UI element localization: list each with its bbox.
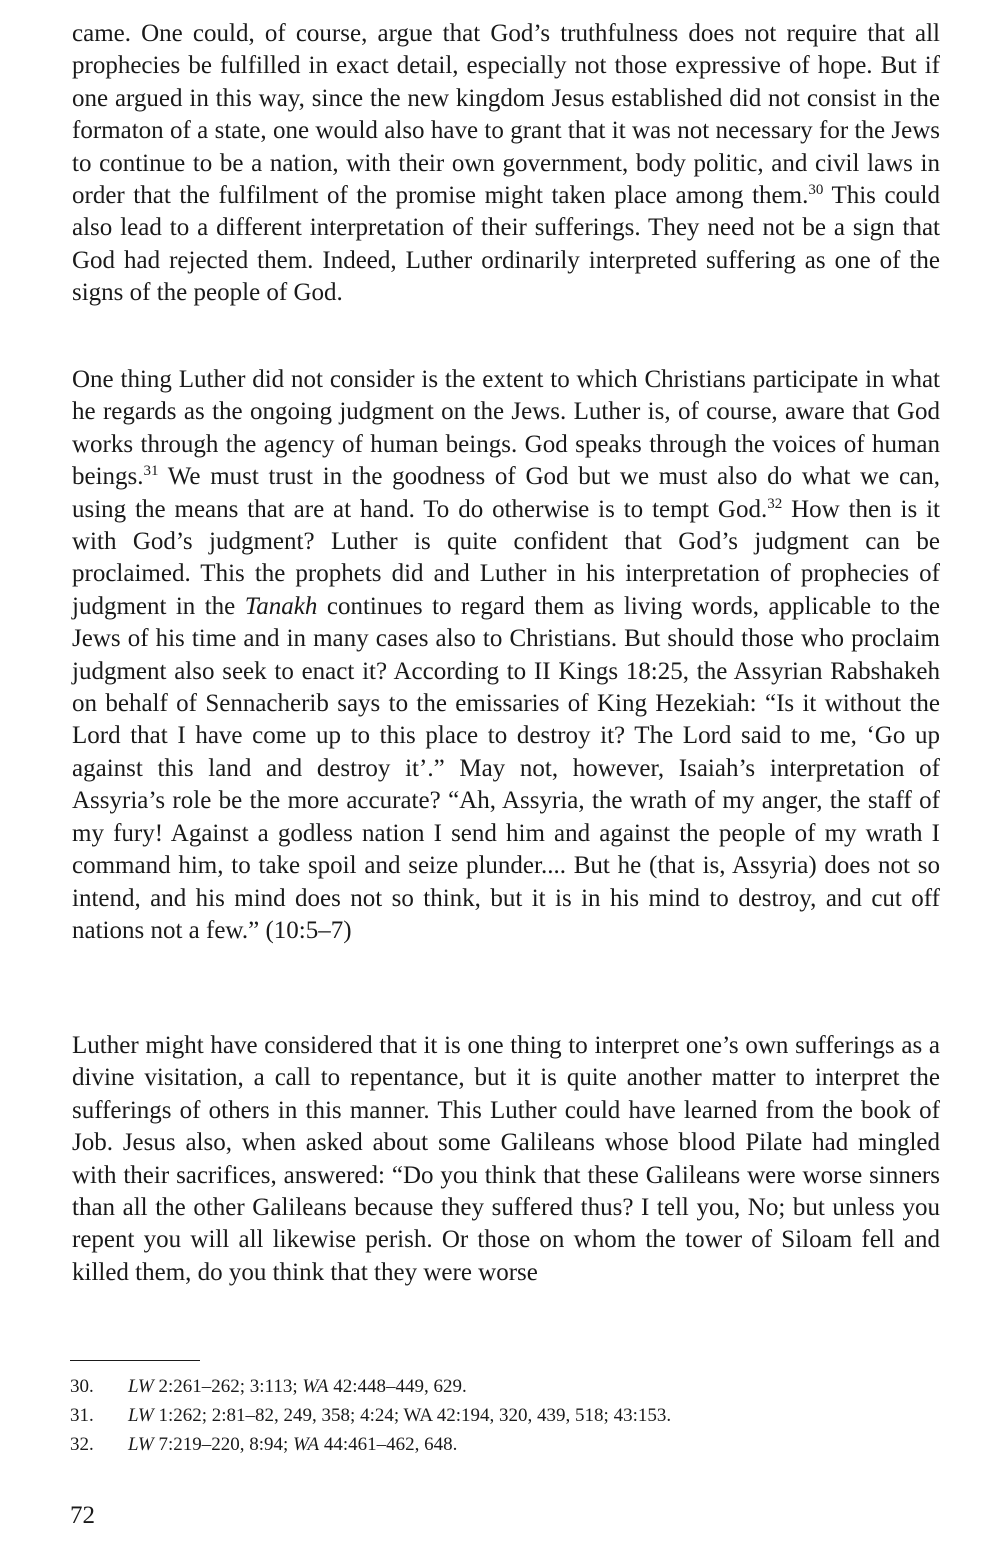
- italic-text: LW: [128, 1405, 154, 1426]
- footnote-32: [70, 1430, 930, 1459]
- italic-text: Tanakh: [244, 592, 318, 620]
- footnote-30: [70, 1372, 930, 1401]
- page-number: 72: [70, 1502, 95, 1529]
- italic-text: LW: [128, 1376, 154, 1397]
- footnote-number: 31.: [70, 1405, 94, 1426]
- footnotes: [70, 1372, 930, 1459]
- paragraph-3: Luther might have considered that it is one thing to interpret one’s own sufferings as a divine visitation, a call to repentance, but it is quite another matter to interpret the sufferings of others in this manner. This Luther could have learned from the book of Job. Jesus also, when asked about some Galileans whose blood Pilate had mingled with their sacrifices, answered: “Do you think that these Galileans were worse sinners than all the other Galileans because they suffered thus? I tell you, No; but unless you repent you will all likewise perish. Or those on whom the tower of Siloam fell and killed them, do you think that they were worse: [72, 1032, 940, 1286]
- footnote-text: LW 1:262; 2:81–82, 249, 358; 4:24; WA 42:194, 320, 439, 518; 43:153.: [128, 1405, 672, 1426]
- footnote-text: LW 2:261–262; 3:113; WA 42:448–449, 629.: [128, 1376, 467, 1397]
- italic-text: WA: [293, 1434, 320, 1455]
- italic-text: WA: [302, 1376, 329, 1397]
- footnote-number: 30.: [70, 1376, 94, 1397]
- footnote-ref: 32: [767, 495, 783, 512]
- footnote-ref: 30: [808, 182, 824, 199]
- footnote-text: LW 7:219–220, 8:94; WA 44:461–462, 648.: [128, 1434, 458, 1455]
- footnote-number: 32.: [70, 1434, 94, 1455]
- paragraph-2: One thing Luther did not consider is the extent to which Christians participate in what he regards as the ongoing judgment on the Jews. Luther is, of course, aware that God works through the agency of human beings. God speaks through the voices of human beings.$^{31}$ We must trust in the goodness of God but we must also do what we can, using the means that are at hand. To do otherwise is to tempt God.$^{32}$ How then is it with God’s judgment? Luther is quite confident that God’s judgment can be proclaimed. This the prophets did and Luther in his interpretation of prophecies of judgment in the Tanakh continues to regard them as living words, applicable to the Jews of his time and in many cases also to Christians. But should those who proclaim judgment also seek to enact it? According to II Kings 18:25, the Assyrian Rabshakeh on behalf of Sennacherib says to the emissaries of King Hezekiah: “Is it without the Lord that I have come up to this place to destroy it? The Lord said to me, ‘Go up against this land and destroy it’.” May not, however, Isaiah’s interpretation of Assyria’s role be the more accurate? “Ah, Assyria, the wrath of my anger, the staff of my fury! Against a godless nation I send him and against the people of my wrath I command him, to take spoil and seize plunder.... But he (that is, Assyria) does not so intend, and his mind does not so think, but it is in his mind to destroy, and cut off nations not a few.” (10:5–7): [72, 366, 941, 944]
- footnote-ref: 31: [143, 463, 159, 480]
- paragraph-1: came. One could, of course, argue that God’s truthfulness does not require that all prophecies be fulfilled in exact detail, especially not those expressive of hope. But if one argued in this way, since the new kingdom Jesus established did not consist in the formaton of a state, one would also have to grant that it was not necessary for the Jews to continue to be a nation, with their own government, body politic, and civil laws in order that the fulfilment of the promise might taken place among them.$^{30}$ This could also lead to a different interpretation of their sufferings. They need not be a sign that God had rejected them. Indeed, Luther ordinarily interpreted suffering as one of the signs of the people of God.: [72, 20, 940, 307]
- footnote-divider: [70, 1360, 200, 1361]
- italic-text: LW: [128, 1434, 154, 1455]
- footnote-31: [70, 1401, 930, 1430]
